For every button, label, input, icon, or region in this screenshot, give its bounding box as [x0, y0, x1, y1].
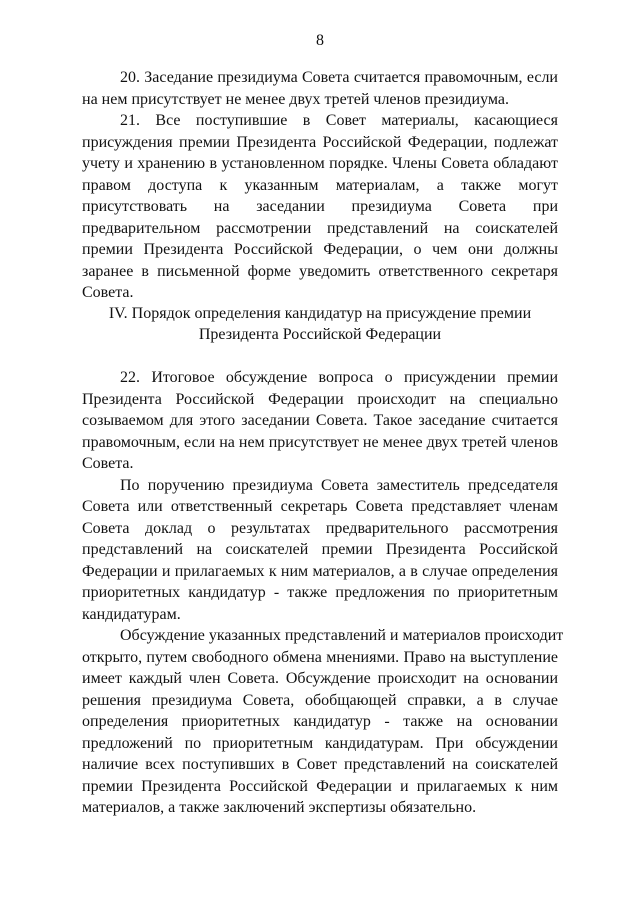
- text-line: решения президиума Совета, обобщающей справки, а в случае: [82, 692, 558, 709]
- text-line: Президента Российской Федерации происходит на специально: [82, 391, 558, 408]
- text-line: приоритетных кандидатур - также предложения по приоритетным: [82, 584, 558, 601]
- text-line: созываемом для этого заседании Совета. Такое заседание считается: [82, 412, 558, 429]
- text-line: присуждения премии Президента Российской Федерации, подлежат: [82, 134, 558, 151]
- text-line: заранее в письменной форме уведомить ответственного секретаря: [82, 263, 558, 280]
- text-line: материалов, а также заключений экспертизы обязательно.: [82, 799, 477, 816]
- text-line: представлений на соискателей премии Президента Российской: [82, 541, 558, 558]
- text-line: имеет каждый член Совета. Обсуждение происходит на основании: [82, 670, 558, 687]
- section-heading: IV. Порядок определения кандидатур на присуждение премии: [108, 305, 532, 322]
- text-line: Совета или ответственный секретарь Совета представляет членам: [82, 498, 558, 515]
- page-number: 8: [316, 32, 324, 49]
- text-line: наличие всех поступивших в Совет представлений на соискателей: [82, 756, 558, 773]
- text-line: предложений по приоритетным кандидатурам. При обсуждении: [82, 735, 558, 752]
- text-line: на нем присутствует не менее двух третей членов президиума.: [82, 91, 509, 108]
- text-line: Совета доклад о результатах предварительного рассмотрения: [82, 520, 558, 537]
- text-line: Совета.: [82, 455, 134, 472]
- text-line: определения приоритетных кандидатур - также на основании: [82, 713, 558, 730]
- text-line: учету и хранению в установленном порядке. Члены Совета обладают: [82, 155, 558, 172]
- text-line: открыто, путем свободного обмена мнениями. Право на выступление: [82, 649, 558, 666]
- text-line: присутствовать на заседании президиума Совета при: [82, 198, 558, 215]
- text-line: Обсуждение указанных представлений и материалов происходит: [120, 627, 564, 644]
- text-line: премии Президента Российской Федерации, о чем они должны: [82, 241, 558, 258]
- text-line: 21. Все поступившие в Совет материалы, касающиеся: [120, 112, 558, 129]
- text-line: 22. Итоговое обсуждение вопроса о присуждении премии: [120, 369, 558, 386]
- text-line: предварительном рассмотрении представлений на соискателей: [82, 220, 558, 237]
- section-heading: Президента Российской Федерации: [198, 326, 442, 343]
- text-line: кандидатурам.: [82, 606, 181, 623]
- text-line: правомочным, если на нем присутствует не менее двух третей членов: [82, 434, 558, 451]
- text-line: Федерации и прилагаемых к ним материалов, а в случае определения: [82, 563, 558, 580]
- text-line: правом доступа к указанным материалам, а также могут: [82, 177, 558, 194]
- text-line: По поручению президиума Совета заместитель председателя: [120, 477, 558, 494]
- text-line: 20. Заседание президиума Совета считается правомочным, если: [120, 69, 558, 86]
- text-line: премии Президента Российской Федерации и прилагаемых к ним: [82, 778, 558, 795]
- text-line: Совета.: [82, 284, 134, 301]
